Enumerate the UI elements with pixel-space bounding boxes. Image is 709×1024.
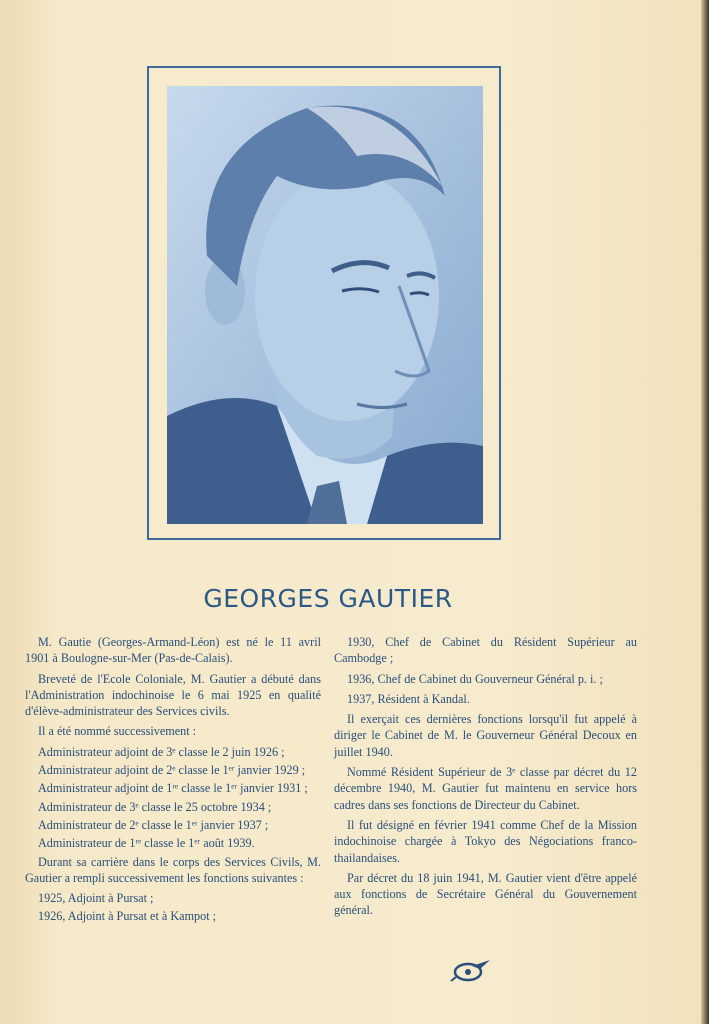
list-item: Administrateur de 3ᵉ classe le 25 octobre 1934 ; [38, 799, 272, 814]
list-item: 1926, Adjoint à Pursat et à Kampot ; [38, 909, 217, 924]
paragraph: Il fut désigné en février 1941 comme Chef de la Mission indochinoise chargée à Tokyo des Négociations franco-thailandaises. [334, 817, 637, 865]
list-item: Administrateur de 1ʳᵉ classe le 1ᵉʳ août 1939. [38, 836, 255, 851]
list-item: Administrateur adjoint de 1ʳᵉ classe le 1ᵉʳ janvier 1931 ; [38, 781, 308, 796]
list-item: Administrateur adjoint de 2ᵉ classe le 1ᵉʳ janvier 1929 ; [38, 763, 306, 778]
paragraph: Il a été nommé successivement : [38, 724, 197, 739]
paragraph: Par décret du 18 juin 1941, M. Gautier vient d'être appelé aux fonctions de Secrétaire Général du Gouvernement général. [334, 870, 637, 918]
paragraph: 1930, Chef de Cabinet du Résident Supérieur au Cambodge ; [334, 635, 637, 666]
right-column [334, 634, 637, 923]
paragraph: Breveté de l'Ecole Coloniale, M. Gautier a débuté dans l'Administration indochinoise le 6 mai 1925 en qualité d'élève-administrateur des Services civils. [25, 671, 321, 719]
portrait-illustration [167, 86, 483, 524]
list-item: 1925, Adjoint à Pursat ; [38, 891, 154, 906]
page-edge [701, 0, 709, 1024]
left-column [25, 634, 321, 927]
paragraph: 1937, Résident à Kandal. [347, 691, 470, 706]
list-item: Administrateur adjoint de 3ᵉ classe le 2 juin 1926 ; [38, 744, 285, 759]
emblem-icon [450, 957, 492, 983]
photo-frame [147, 66, 501, 540]
paragraph: Durant sa carrière dans le corps des Services Civils, M. Gautier a rempli successivement les fonctions suivantes : [25, 854, 321, 885]
paragraph: M. Gautie (Georges-Armand-Léon) est né le 11 avril 1901 à Boulogne-sur-Mer (Pas-de-Calais). [25, 635, 321, 666]
paragraph: Nommé Résident Supérieur de 3ᵉ classe par décret du 12 décembre 1940, M. Gautier fut maintenu en service hors cadres dans ses fonctions de Directeur du Cabinet. [334, 765, 637, 812]
portrait-photo [167, 86, 483, 524]
page-title: GEORGES GAUTIER [203, 584, 453, 613]
paragraph: 1936, Chef de Cabinet du Gouverneur Général p. i. ; [347, 671, 603, 686]
paragraph: Il exerçait ces dernières fonctions lorsqu'il fut appelé à diriger le Cabinet de M. le Gouverneur Général Decoux en juillet 1940. [334, 712, 637, 759]
list-item: Administrateur de 2ᵉ classe le 1ᵉʳ janvier 1937 ; [38, 817, 269, 832]
